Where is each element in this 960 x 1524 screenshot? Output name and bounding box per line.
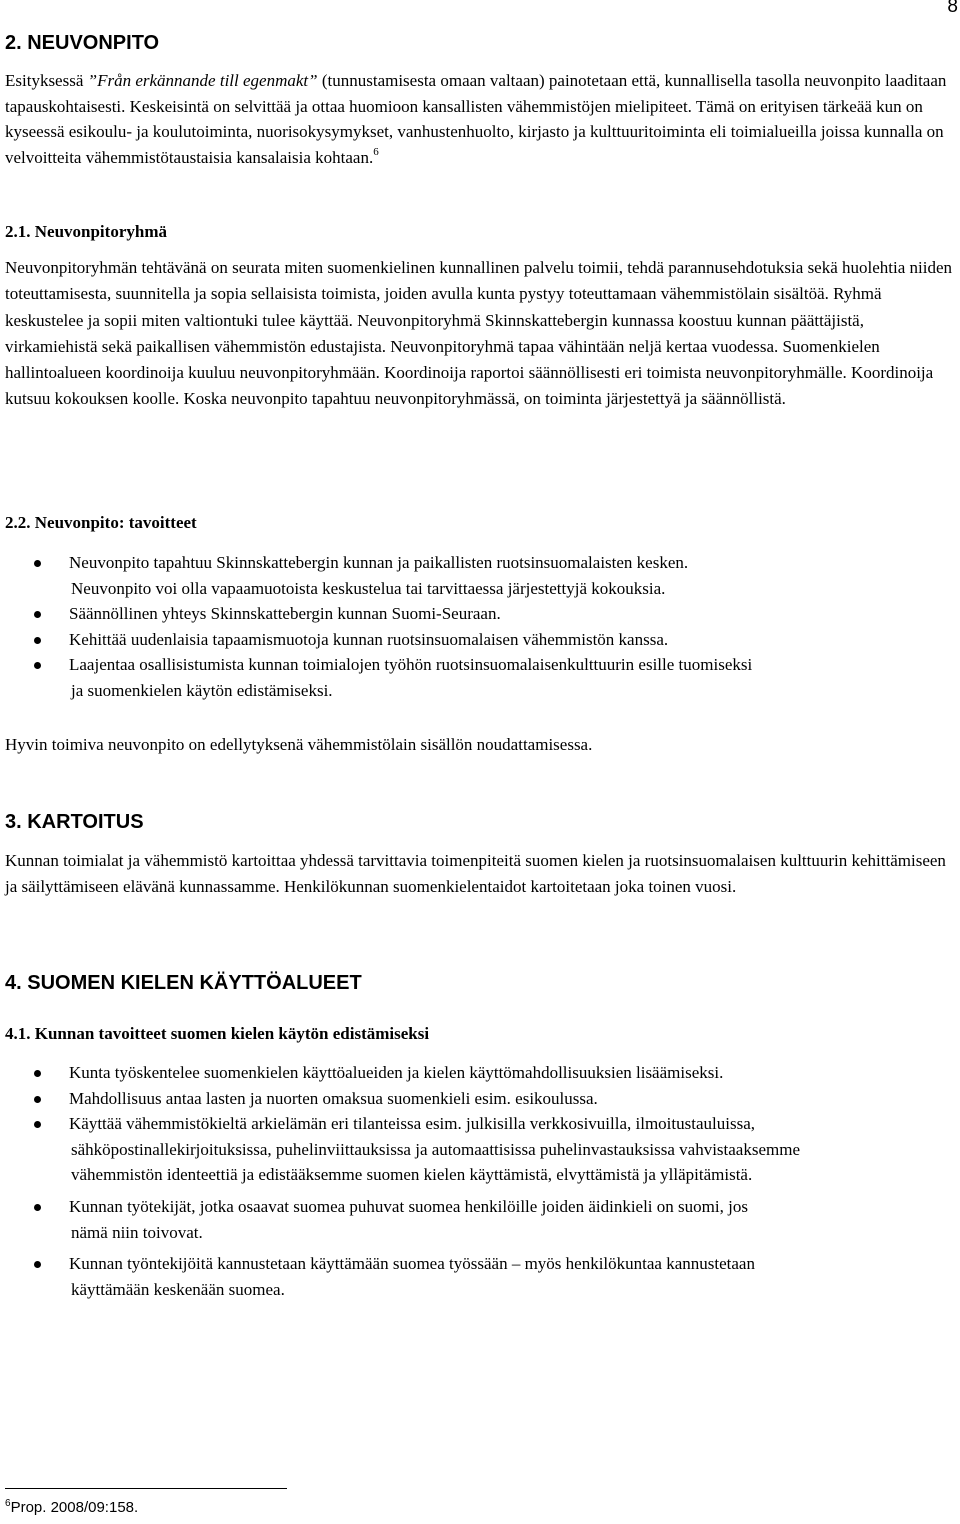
list-item-text: Kunnan työtekijät, jotka osaavat suomea puhuvat suomea henkilöille joiden äidinkieli on suomi, jos [69,1196,748,1216]
list-item [5,1060,955,1086]
bullet-icon [34,611,41,618]
section-4-1-bullet-list [5,1060,955,1302]
list-item-text: Mahdollisuus antaa lasten ja nuorten omaksua suomenkieli esim. esikoulussa. [69,1088,598,1108]
page-number: 8 [947,0,958,17]
intro-title-italic: ”Från erkännande till egenmakt” [87,71,318,90]
bullet-icon [34,637,41,644]
list-item-text: Kunnan työntekijöitä kannustetaan käyttämään suomea työssään – myös henkilökuntaa kannustetaan [69,1254,755,1274]
list-item-continuation: nämä niin toivovat. [71,1222,203,1242]
bullet-icon [34,560,41,567]
section-2-heading: 2. NEUVONPITO [5,32,160,54]
footnote-text: Prop. 2008/09:158. [10,1499,139,1516]
section-4-heading: 4. SUOMEN KIELEN KÄYTTÖALUEET [5,972,362,994]
list-item [5,550,955,601]
list-item-continuation: Neuvonpito voi olla vapaamuotoista keskustelua tai tarvittaessa järjestettyjä kokouksia. [71,578,666,598]
section-2-intro [5,68,955,170]
list-item-text: Säännöllinen yhteys Skinnskattebergin kunnan Suomi-Seuraan. [69,604,501,624]
list-item-text: Laajentaa osallisistumista kunnan toimialojen työhön ruotsinsuomalaisenkulttuurin esille tuomiseksi [69,655,753,675]
list-item [5,1086,955,1112]
section-4-1-heading: 4.1. Kunnan tavoitteet suomen kielen käytön edistämiseksi [5,1024,430,1043]
list-item-text: Kehittää uudenlaisia tapaamismuotoja kunnan ruotsinsuomalaisen vähemmistön kanssa. [69,629,669,649]
list-item-continuation: sähköpostinallekirjoituksissa, puhelinviittauksissa ja automaattisissa puhelinvastauksissa vahvistaaksemme vähemmistön identeettiä ja edistääksemme suomen kielen käyttämistä, elvyttämistä ja ylläpitämistä. [71,1139,800,1185]
list-item-text: Kunta työskentelee suomenkielen käyttöalueiden ja kielen käyttömahdollisuuksien lisäämiseksi. [69,1063,724,1082]
bullet-icon [34,1070,41,1077]
list-item-text: Neuvonpito tapahtuu Skinnskattebergin kunnan ja paikallisten ruotsinsuomalaisten kesken. [69,553,689,572]
footnote-divider [5,1488,287,1489]
section-3-body: Kunnan toimialat ja vähemmistö kartoittaa yhdessä tarvittavia toimenpiteitä suomen kielen ja ruotsinsuomalaisen kulttuurin kehittämiseen ja säilyttämiseen elävänä kunnassamme. Henkilökunnan suomenkielentaidot kartoitetaan joka toinen vuosi. [5,851,946,896]
list-item-continuation: ja suomenkielen käytön edistämiseksi. [71,680,333,700]
list-item [5,1111,955,1188]
list-item [5,1251,955,1302]
list-item [5,627,955,653]
section-2-2-closing: Hyvin toimiva neuvonpito on edellytyksenä vähemmistölain sisällön noudattamisessa. [5,735,593,754]
list-item [5,1194,955,1245]
bullet-icon [34,1261,41,1268]
bullet-icon [34,662,41,669]
section-3-heading: 3. KARTOITUS [5,811,144,833]
footnote [5,1495,138,1521]
list-item-continuation: käyttämään keskenään suomea. [71,1279,285,1299]
section-2-1-heading: 2.1. Neuvonpitoryhmä [5,222,167,241]
list-item-text: Käyttää vähemmistökieltä arkielämän eri tilanteissa esim. julkisilla verkkosivuilla, ilmoitustauluissa, [69,1114,755,1134]
section-2-2-heading: 2.2. Neuvonpito: tavoitteet [5,513,197,532]
footnote-number: 6 [5,1498,11,1509]
footnote-reference[interactable]: 6 [373,145,379,158]
intro-text-pre: Esityksessä [5,71,88,90]
intro-text-post: (tunnustamisesta omaan valtaan) painotetaan että, kunnallisella tasolla neuvonpito laaditaan tapauskohtaisesti. Keskeisintä on selvittää ja ottaa huomioon kansallisten vähemmistöjen mielipiteet. Tämä on erityisen tärkeää kun on kyseessä esikoulu- ja koulutoiminta, nuorisokysymykset, vanhustenhuolto, kirjasto ja kulttuuritoiminta eli toimialueilla joissa kunnalla on velvoitteita vähemmistötaustaisia kansalaisia kohtaan. [5,71,947,167]
bullet-icon [34,1204,41,1211]
bullet-icon [34,1121,41,1128]
section-2-2-bullet-list [5,550,955,704]
list-item [5,652,955,703]
list-item [5,601,955,627]
bullet-icon [34,1096,41,1103]
section-2-1-body: Neuvonpitoryhmän tehtävänä on seurata miten suomenkielinen kunnallinen palvelu toimii, tehdä parannusehdotuksia sekä huolehtia niiden toteuttamisesta, suunnitella ja sopia sellaisista toimista, joiden avulla kunta pystyy toteuttamaan vähemmistölain sisältöä. Ryhmä keskustelee ja sopii miten valtiontuki tulee käyttää. Neuvonpitoryhmä Skinnskattebergin kunnassa koostuu kunnan päättäjistä, virkamiehistä sekä paikallisen vähemmistön edustajista. Neuvonpitoryhmä tapaa vähintään neljä kertaa vuodessa. Suomenkielen hallintoalueen koordinoija kuuluu neuvonpitoryhmään. Koordinoija raportoi säännöllisesti eri toimista neuvonpitoryhmälle. Koordinoija kutsuu kokouksen koolle. Koska neuvonpito tapahtuu neuvonpitoryhmässä, on toiminta järjestettyä ja säännöllistä. [5,258,953,409]
